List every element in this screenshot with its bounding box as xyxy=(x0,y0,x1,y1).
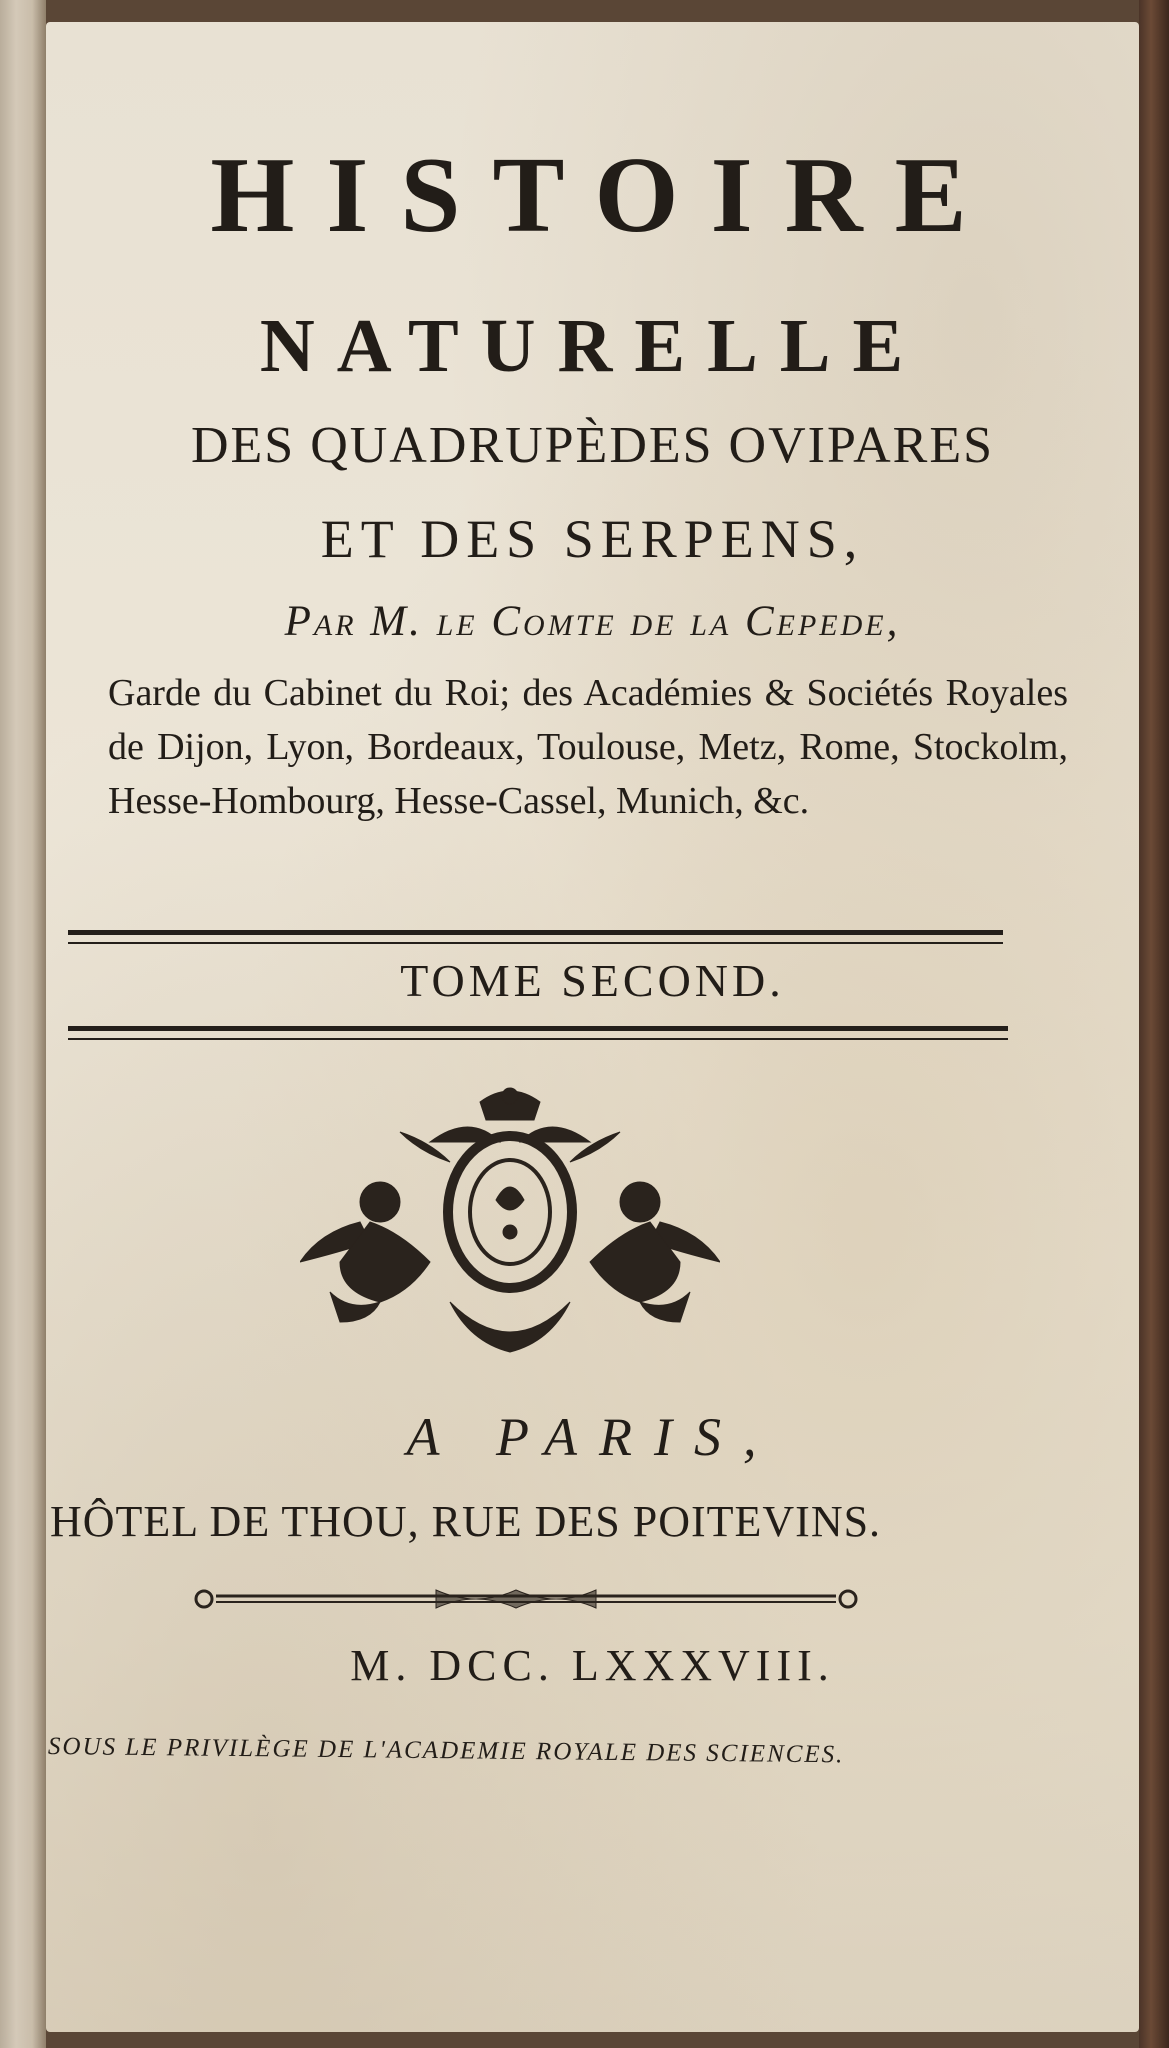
title-line-naturelle: NATURELLE xyxy=(259,304,926,388)
title-line-serpens: ET DES SERPENS, xyxy=(320,509,865,569)
author-line: Par M. le Comte de la Cepede, xyxy=(284,598,901,645)
title-line-quadrupedes: DES QUADRUPÈDES OVIPARES xyxy=(190,417,995,474)
volume-label: TOME SECOND. xyxy=(400,955,785,1006)
imprint-date: M. DCC. LXXXVIII. xyxy=(350,1641,835,1690)
imprint-place: A PARIS, xyxy=(406,1407,779,1467)
privilege-line: SOUS LE PRIVILÈGE DE L'ACADEMIE ROYALE DES SCIENCES. xyxy=(47,1733,845,1769)
book-binding-right xyxy=(1139,0,1169,2048)
title-line-histoire: HISTOIRE xyxy=(210,136,999,255)
book-binding-left xyxy=(0,0,46,2048)
imprint-publisher: HÔTEL DE THOU, RUE DES POITEVINS. xyxy=(50,1497,882,1546)
title-page xyxy=(46,22,1139,2032)
double-rule-top xyxy=(68,930,1003,944)
author-credentials: Garde du Cabinet du Roi; des Académies & Sociétés Royales de Dijon, Lyon, Bordeaux, Toulouse, Metz, Rome, Stockolm, Hesse-Hombourg, Hesse-Cassel, Munich, &c. xyxy=(108,672,1068,822)
ornamental-rule-icon xyxy=(186,1584,866,1614)
double-rule-bottom xyxy=(68,1026,1008,1040)
royal-arms-with-cherubs-icon xyxy=(300,1082,720,1362)
